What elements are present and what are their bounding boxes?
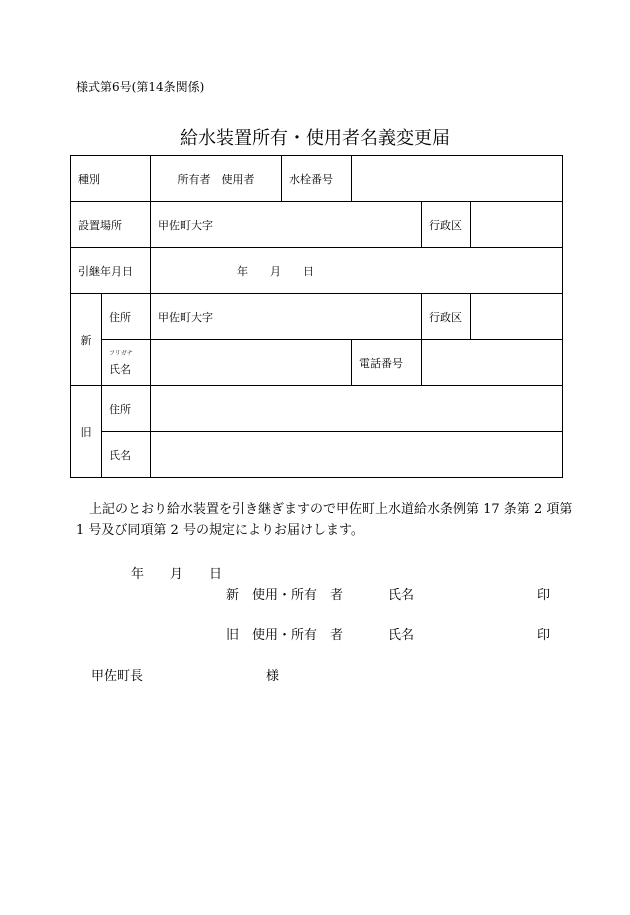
form-title: 給水装置所有・使用者名義変更届 bbox=[180, 128, 450, 149]
new-name-cell bbox=[102, 340, 151, 386]
meter-no-label: 水栓番号 bbox=[282, 156, 352, 202]
new-district-field[interactable] bbox=[471, 294, 563, 340]
new-name-row bbox=[71, 340, 563, 386]
location-field[interactable]: 甲佐町大字 bbox=[151, 202, 422, 248]
addressee: 甲佐町長 bbox=[91, 669, 144, 684]
new-seal-mark: 印 bbox=[537, 588, 551, 603]
new-district-label: 行政区 bbox=[422, 294, 471, 340]
old-address-label: 住所 bbox=[102, 386, 151, 432]
type-options[interactable]: 所有者 使用者 bbox=[151, 156, 282, 202]
phone-field[interactable] bbox=[422, 340, 563, 386]
district-field[interactable] bbox=[471, 202, 563, 248]
application-table bbox=[70, 155, 563, 478]
statement-text: 上記のとおり給水装置を引き継ぎますので甲佐町上水道給水条例第 17 条第 2 項第 1 号及び同項第 2 号の規定によりお届けします。 bbox=[76, 502, 573, 538]
transfer-date-field[interactable]: 年 月 日 bbox=[151, 248, 563, 294]
old-address-row bbox=[71, 386, 563, 432]
new-name-sign-label: 氏名 bbox=[388, 588, 415, 603]
old-name-label: 氏名 bbox=[102, 432, 151, 478]
district-label: 行政区 bbox=[422, 202, 471, 248]
new-address-label: 住所 bbox=[102, 294, 151, 340]
location-row bbox=[71, 202, 563, 248]
old-address-field[interactable] bbox=[151, 386, 563, 432]
old-user-owner-line: 旧 使用・所有 者 bbox=[226, 628, 344, 643]
new-address-field[interactable]: 甲佐町大字 bbox=[151, 294, 422, 340]
new-name-field[interactable] bbox=[151, 340, 352, 386]
type-row bbox=[71, 156, 563, 202]
new-user-owner-line: 新 使用・所有 者 bbox=[226, 588, 344, 603]
old-name-sign-label: 氏名 bbox=[388, 628, 415, 643]
old-label: 旧 bbox=[71, 386, 102, 478]
new-name-label: 氏名 bbox=[109, 363, 131, 376]
transfer-date-label: 引継年月日 bbox=[71, 248, 151, 294]
signature-date[interactable]: 年 月 日 bbox=[131, 567, 223, 582]
phone-label: 電話番号 bbox=[352, 340, 422, 386]
location-label: 設置場所 bbox=[71, 202, 151, 248]
type-label: 種別 bbox=[71, 156, 151, 202]
new-label: 新 bbox=[71, 294, 102, 386]
new-address-row bbox=[71, 294, 563, 340]
meter-no-field[interactable] bbox=[352, 156, 563, 202]
old-name-field[interactable] bbox=[151, 432, 563, 478]
old-seal-mark: 印 bbox=[537, 628, 551, 643]
old-name-row bbox=[71, 432, 563, 478]
date-row bbox=[71, 248, 563, 294]
form-number: 様式第6号(第14条関係) bbox=[76, 80, 205, 94]
furigana-label: フリガナ bbox=[109, 350, 133, 357]
honorific: 様 bbox=[266, 669, 280, 684]
